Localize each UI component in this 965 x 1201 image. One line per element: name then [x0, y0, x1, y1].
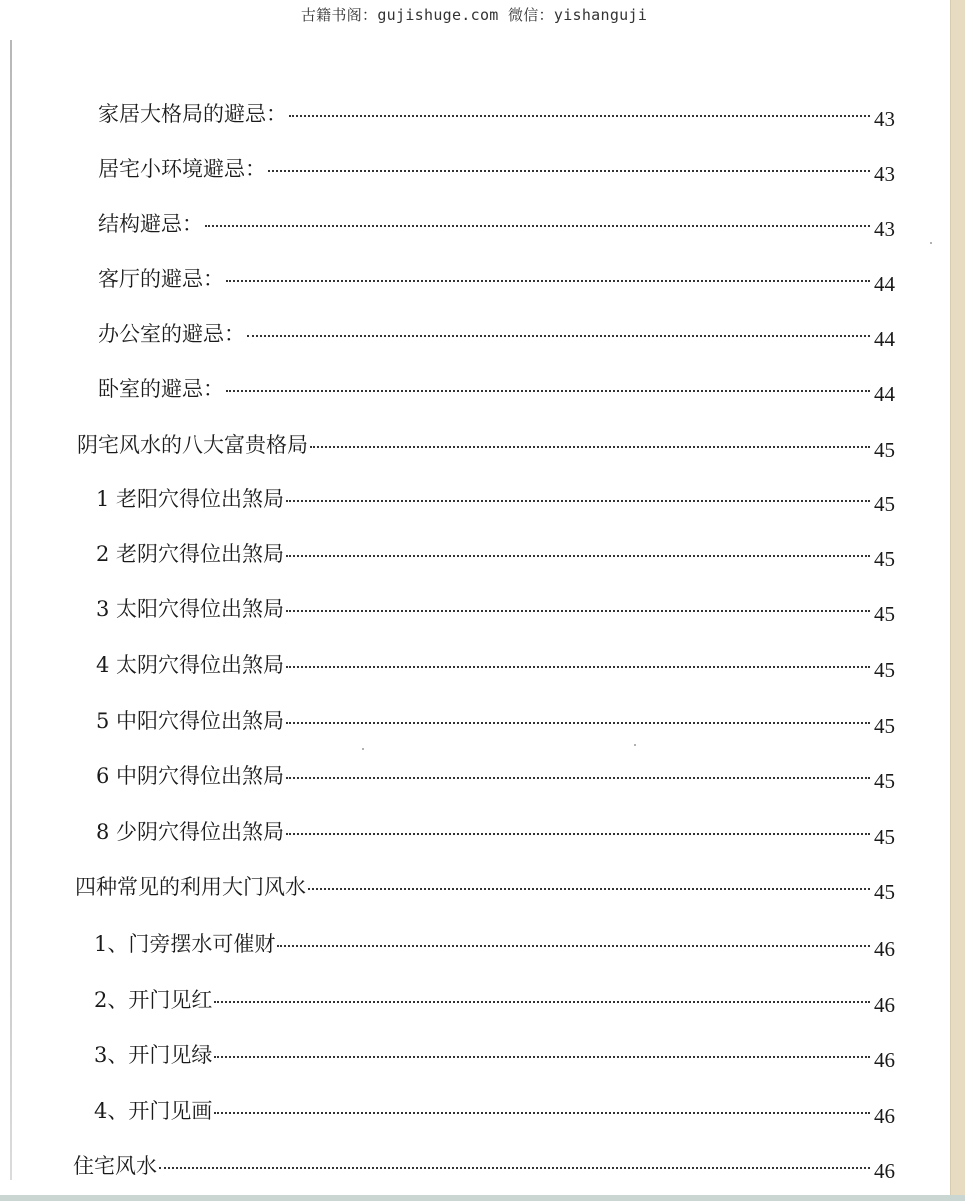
toc-entry-page: 45: [874, 602, 895, 626]
toc-entry-page: 43: [874, 217, 895, 241]
toc-entry-title: 2、开门见红: [94, 988, 213, 1012]
dot-leader: [286, 500, 870, 502]
dot-leader: [286, 666, 870, 668]
toc-entry-page: 45: [874, 547, 895, 571]
toc-entry-title: 3 太阳穴得位出煞局: [96, 597, 285, 621]
toc-entry[interactable]: [98, 208, 895, 242]
toc-entry-page: 46: [874, 1104, 895, 1128]
toc-entry-title: 结构避忌：: [98, 212, 203, 236]
toc-entry[interactable]: [98, 373, 895, 407]
dot-leader: [286, 777, 870, 779]
toc-entry-page: 45: [874, 438, 895, 462]
toc-entry[interactable]: [96, 760, 895, 794]
toc-entry-page: 46: [874, 1159, 895, 1183]
toc-entry[interactable]: [96, 649, 895, 683]
toc-entry-title: 四种常见的利用大门风水: [75, 875, 306, 899]
toc-entry-title: 4 太阴穴得位出煞局: [96, 653, 285, 677]
toc-entry-page: 45: [874, 714, 895, 738]
toc-entry-page: 44: [874, 272, 895, 296]
toc-entry[interactable]: [98, 318, 895, 352]
dot-leader: [286, 833, 870, 835]
toc-entry-page: 45: [874, 769, 895, 793]
dot-leader: [289, 115, 870, 117]
toc-entry[interactable]: [98, 263, 895, 297]
toc-entry[interactable]: [94, 1039, 895, 1073]
toc-entry[interactable]: [75, 871, 895, 905]
dot-leader: [286, 610, 870, 612]
dot-leader: [214, 1001, 870, 1003]
watermark-text: 古籍书阁：gujishuge.com 微信：yishanguji: [300, 6, 648, 24]
toc-entry-title: 1、门旁摆水可催财: [94, 932, 276, 956]
toc-entry-title: 住宅风水: [73, 1154, 157, 1178]
toc-entry[interactable]: [94, 928, 895, 962]
toc-entry[interactable]: [96, 705, 895, 739]
toc-entry[interactable]: [96, 483, 895, 517]
dot-leader: [308, 888, 870, 890]
toc-entry-title: 6 中阴穴得位出煞局: [96, 764, 285, 788]
toc-entry-title: 客厅的避忌：: [98, 267, 224, 291]
toc-entry-title: 3、开门见绿: [94, 1043, 213, 1067]
toc-entry-page: 44: [874, 327, 895, 351]
toc-entry-page: 45: [874, 880, 895, 904]
toc-entry-title: 5 中阳穴得位出煞局: [96, 709, 285, 733]
dot-leader: [226, 390, 870, 392]
toc-entry-page: 43: [874, 162, 895, 186]
toc-entry-title: 2 老阴穴得位出煞局: [96, 542, 285, 566]
toc-entry-page: 44: [874, 382, 895, 406]
toc-entry-title: 4、开门见画: [94, 1099, 213, 1123]
dot-leader: [159, 1167, 870, 1169]
toc-entry-page: 45: [874, 492, 895, 516]
dot-leader: [226, 280, 870, 282]
dot-leader: [214, 1112, 870, 1114]
dot-leader: [205, 225, 870, 227]
toc-entry[interactable]: [94, 1095, 895, 1129]
toc-entry-page: 46: [874, 993, 895, 1017]
toc-entry[interactable]: [96, 593, 895, 627]
toc-entry[interactable]: [73, 1150, 895, 1184]
toc-entry-title: 卧室的避忌：: [98, 377, 224, 401]
toc-entry[interactable]: [96, 538, 895, 572]
toc-entry-page: 45: [874, 658, 895, 682]
toc-entry[interactable]: [77, 429, 895, 463]
toc-entry[interactable]: [98, 98, 895, 132]
dot-leader: [310, 446, 870, 448]
toc-entry[interactable]: [94, 984, 895, 1018]
toc-entry-title: 1 老阳穴得位出煞局: [96, 487, 285, 511]
toc-entry-page: 45: [874, 825, 895, 849]
toc-entry-page: 46: [874, 937, 895, 961]
toc-entry-title: 办公室的避忌：: [98, 322, 245, 346]
dot-leader: [268, 170, 870, 172]
toc-entry-page: 46: [874, 1048, 895, 1072]
toc-entry-title: 居宅小环境避忌：: [98, 157, 266, 181]
toc-entry[interactable]: [98, 153, 895, 187]
toc-entry-page: 43: [874, 107, 895, 131]
dot-leader: [247, 335, 870, 337]
toc-entry-title: 阴宅风水的八大富贵格局: [77, 433, 308, 457]
dot-leader: [286, 722, 870, 724]
toc-entry[interactable]: [96, 816, 895, 850]
toc-entry-title: 8 少阴穴得位出煞局: [96, 820, 285, 844]
toc-entry-title: 家居大格局的避忌：: [98, 102, 287, 126]
dot-leader: [286, 555, 870, 557]
dot-leader: [277, 945, 870, 947]
dot-leader: [214, 1056, 870, 1058]
